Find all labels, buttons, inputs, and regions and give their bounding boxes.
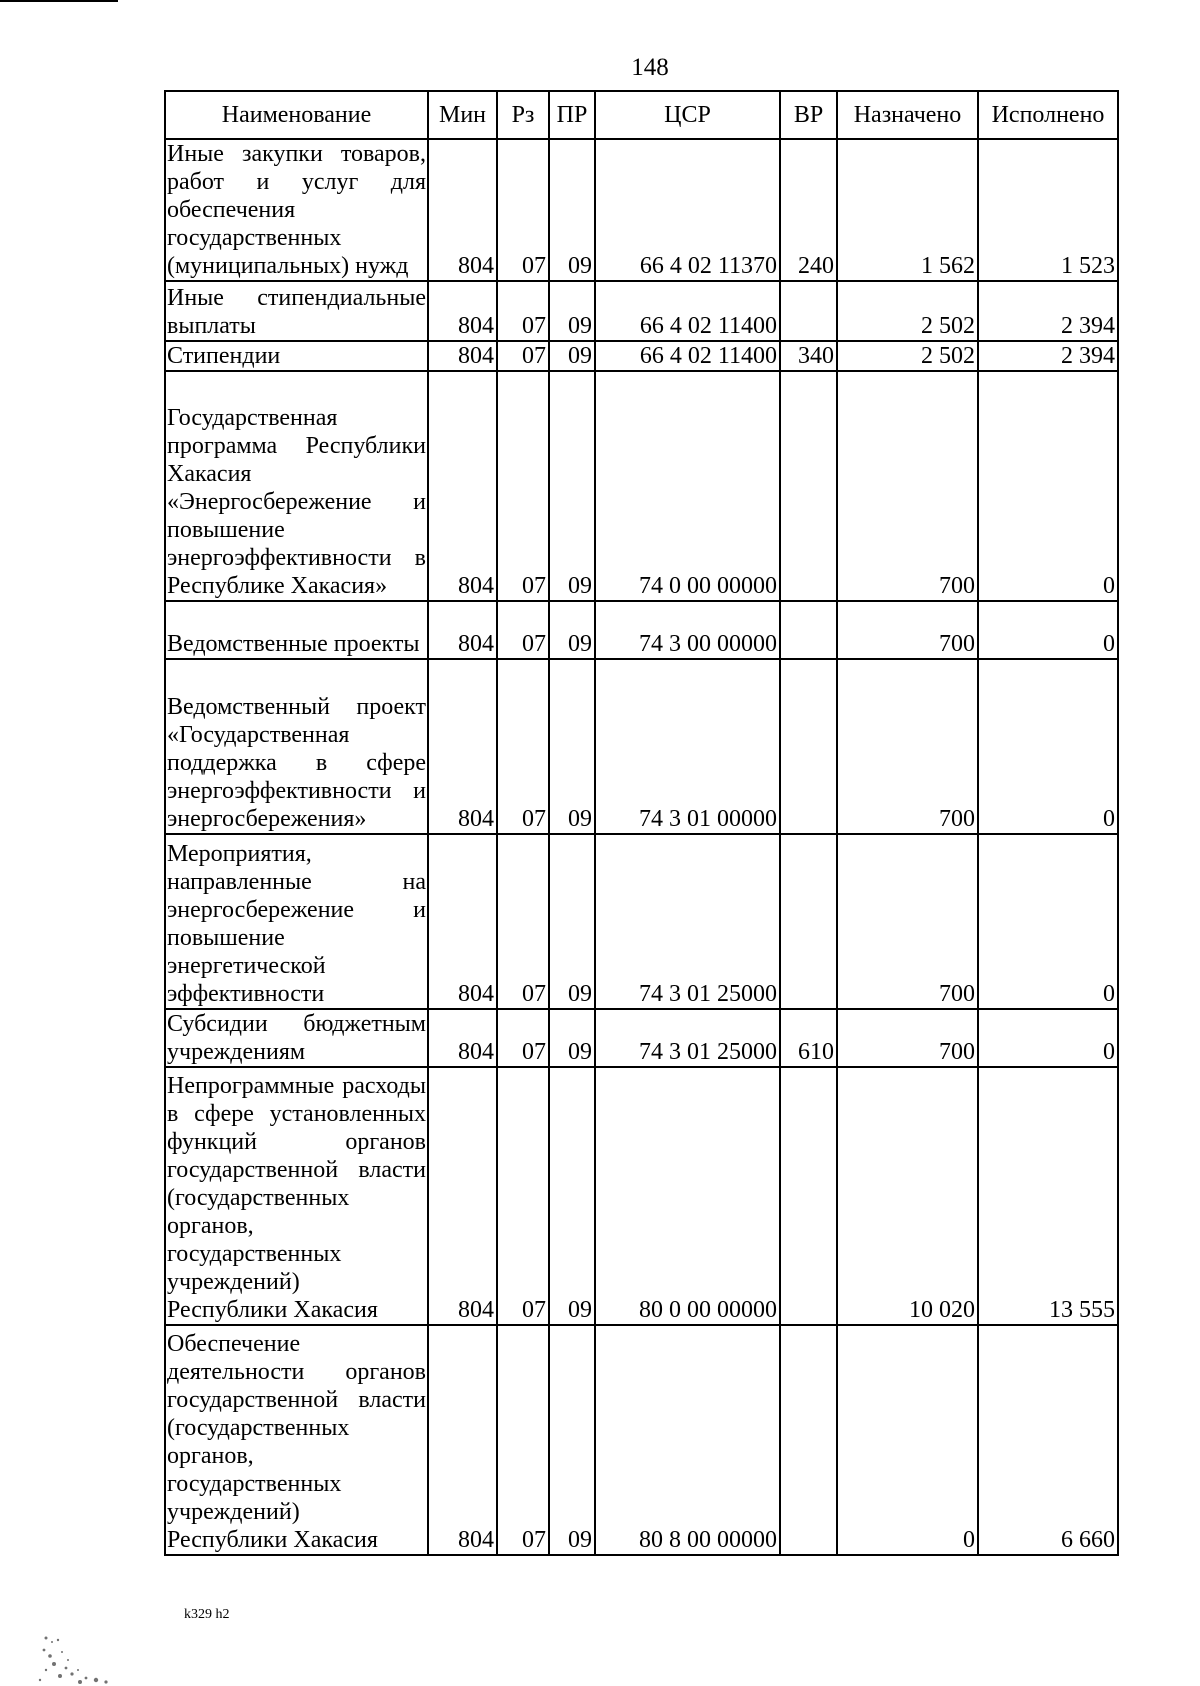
row-executed: 6 660 xyxy=(978,1325,1118,1555)
row-csr: 74 3 01 25000 xyxy=(595,1009,780,1067)
row-name: Стипендии xyxy=(165,341,428,371)
row-name: Иные закупки товаров, работ и услуг для обеспечения государственных (муниципальных) нужд xyxy=(167,141,426,279)
table-row xyxy=(165,1067,1118,1325)
row-csr: 66 4 02 11370 xyxy=(595,139,780,281)
row-vr xyxy=(780,281,837,341)
row-pr: 09 xyxy=(549,281,595,341)
row-rz: 07 xyxy=(497,1067,549,1325)
table-header-row xyxy=(165,91,1118,139)
row-executed: 0 xyxy=(978,1009,1118,1067)
row-min: 804 xyxy=(428,1009,497,1067)
row-pr: 09 xyxy=(549,139,595,281)
row-executed: 0 xyxy=(978,659,1118,834)
row-csr: 74 3 00 00000 xyxy=(595,601,780,659)
row-executed: 0 xyxy=(978,834,1118,1009)
row-csr: 74 3 01 00000 xyxy=(595,659,780,834)
row-name: Иные стипендиальные выплаты xyxy=(165,281,428,341)
row-rz: 07 xyxy=(497,341,549,371)
row-vr: 610 xyxy=(780,1009,837,1067)
row-rz: 07 xyxy=(497,601,549,659)
row-min: 804 xyxy=(428,1325,497,1555)
row-min: 804 xyxy=(428,834,497,1009)
budget-table xyxy=(164,90,1119,1556)
row-min: 804 xyxy=(428,341,497,371)
row-assigned: 1 562 xyxy=(837,139,978,281)
table-row xyxy=(165,371,1118,601)
row-vr xyxy=(780,1325,837,1555)
row-assigned: 10 020 xyxy=(837,1067,978,1325)
table-row xyxy=(165,659,1118,834)
row-csr: 80 8 00 00000 xyxy=(595,1325,780,1555)
table-row xyxy=(165,341,1118,371)
row-pr: 09 xyxy=(549,834,595,1009)
row-executed: 0 xyxy=(978,371,1118,601)
row-name: Субсидии бюджетным учреждениям xyxy=(167,1011,426,1065)
header-vr: ВР xyxy=(780,91,837,139)
table-row xyxy=(165,139,1118,281)
row-pr: 09 xyxy=(549,371,595,601)
row-min: 804 xyxy=(428,281,497,341)
row-name: Ведомственные проекты xyxy=(165,601,428,659)
header-assigned: Назначено xyxy=(837,91,978,139)
row-vr: 240 xyxy=(780,139,837,281)
table-row xyxy=(165,281,1118,341)
row-min: 804 xyxy=(428,601,497,659)
row-assigned: 2 502 xyxy=(837,281,978,341)
row-min: 804 xyxy=(428,139,497,281)
row-vr xyxy=(780,659,837,834)
row-rz: 07 xyxy=(497,834,549,1009)
row-pr: 09 xyxy=(549,1325,595,1555)
row-executed: 1 523 xyxy=(978,139,1118,281)
page-number: 148 xyxy=(631,54,669,81)
row-assigned: 700 xyxy=(837,371,978,601)
header-csr: ЦСР xyxy=(595,91,780,139)
row-name: Мероприятия, направленные на энергосбережение и повышение энергетической эффективности xyxy=(165,834,428,1009)
row-rz: 07 xyxy=(497,139,549,281)
row-vr xyxy=(780,1067,837,1325)
header-rz: Рз xyxy=(497,91,549,139)
row-rz: 07 xyxy=(497,1325,549,1555)
scan-noise-speckles xyxy=(16,1630,126,1686)
footer-code: k329 h2 xyxy=(184,1607,230,1622)
row-name: Обеспечение деятельности органов государственной власти (государственных органов, государственных учреждений) Республики Хакасия xyxy=(165,1325,428,1555)
table-body xyxy=(165,139,1118,1555)
row-rz: 07 xyxy=(497,371,549,601)
row-name: Государственная программа Республики Хакасия «Энергосбережение и повышение энергоэффективности в Республике Хакасия» xyxy=(165,371,428,601)
row-name: Ведомственный проект «Государственная поддержка в сфере энергоэффективности и энергосбережения» xyxy=(165,659,428,834)
row-vr xyxy=(780,601,837,659)
row-executed: 2 394 xyxy=(978,341,1118,371)
row-assigned: 0 xyxy=(837,1325,978,1555)
row-assigned: 700 xyxy=(837,659,978,834)
table-row xyxy=(165,834,1118,1009)
table-row xyxy=(165,1325,1118,1555)
row-vr: 340 xyxy=(780,341,837,371)
row-vr xyxy=(780,371,837,601)
row-executed: 2 394 xyxy=(978,281,1118,341)
row-pr: 09 xyxy=(549,341,595,371)
row-executed: 13 555 xyxy=(978,1067,1118,1325)
row-rz: 07 xyxy=(497,659,549,834)
row-pr: 09 xyxy=(549,1009,595,1067)
row-pr: 09 xyxy=(549,1067,595,1325)
table-row xyxy=(165,601,1118,659)
row-csr: 74 0 00 00000 xyxy=(595,371,780,601)
header-pr: ПР xyxy=(549,91,595,139)
header-min: Мин xyxy=(428,91,497,139)
row-csr: 80 0 00 00000 xyxy=(595,1067,780,1325)
row-csr: 66 4 02 11400 xyxy=(595,341,780,371)
row-executed: 0 xyxy=(978,601,1118,659)
row-min: 804 xyxy=(428,371,497,601)
row-assigned: 700 xyxy=(837,834,978,1009)
row-csr: 74 3 01 25000 xyxy=(595,834,780,1009)
row-assigned: 700 xyxy=(837,601,978,659)
row-name: Непрограммные расходы в сфере установленных функций органов государственной власти (государственных органов, государственных учреждений) Республики Хакасия xyxy=(165,1067,428,1325)
row-pr: 09 xyxy=(549,659,595,834)
row-min: 804 xyxy=(428,1067,497,1325)
table-row xyxy=(165,1009,1118,1067)
row-rz: 07 xyxy=(497,1009,549,1067)
row-vr xyxy=(780,834,837,1009)
row-rz: 07 xyxy=(497,281,549,341)
row-assigned: 2 502 xyxy=(837,341,978,371)
row-assigned: 700 xyxy=(837,1009,978,1067)
scan-edge-mark xyxy=(0,0,118,2)
row-pr: 09 xyxy=(549,601,595,659)
row-min: 804 xyxy=(428,659,497,834)
header-name: Наименование xyxy=(165,91,428,139)
row-csr: 66 4 02 11400 xyxy=(595,281,780,341)
header-executed: Исполнено xyxy=(978,91,1118,139)
